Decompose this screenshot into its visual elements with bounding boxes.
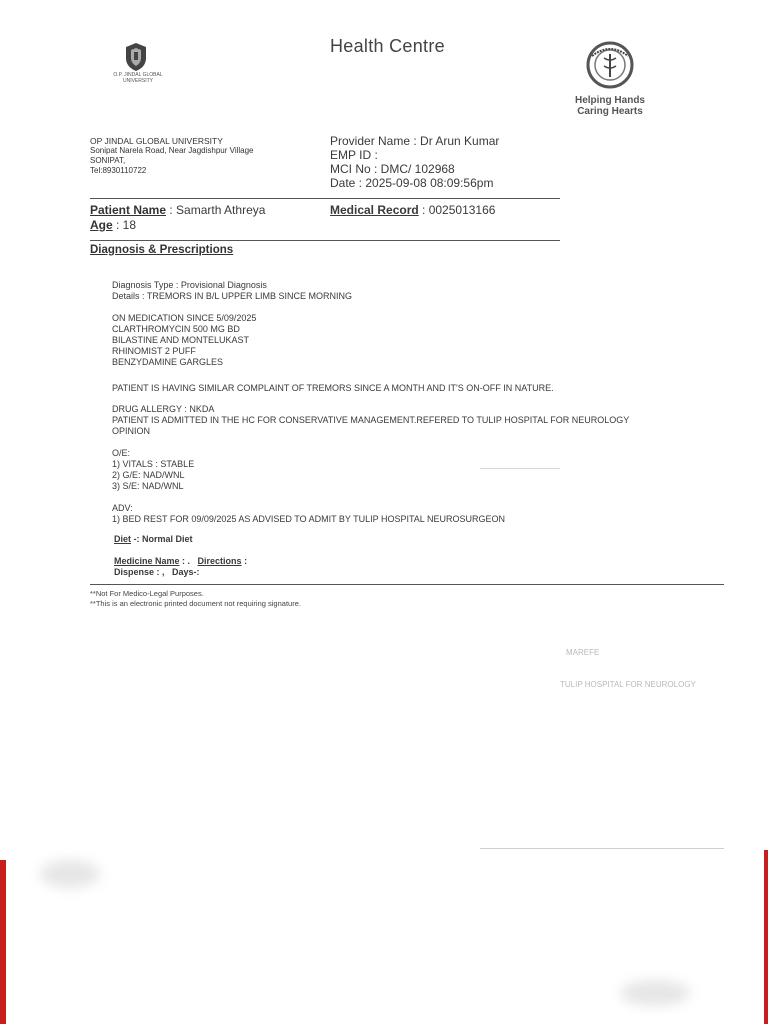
advice-heading: ADV: [112,503,133,513]
scan-edge-right [764,850,768,1024]
medical-record-label: Medical Record [330,203,419,217]
patient-name: : Samarth Athreya [166,203,266,217]
diet-value: -: Normal Diet [131,534,193,544]
medical-record-number: : 0025013166 [418,203,496,217]
exam-line: 3) S/E: NAD/WNL [112,481,184,491]
medication-line: BENZYDAMINE GARGLES [112,357,224,367]
address-line: Sonipat Narela Road, Near Jagdishpur Village [90,146,254,155]
caduceus-seal-icon [582,40,638,92]
emp-id: EMP ID : [330,148,378,162]
bleed-through-text: TULIP HOSPITAL FOR NEUROLOGY [560,680,696,689]
directions-label: Directions [197,556,242,566]
divider [90,240,560,241]
tagline-line: Caring Hearts [577,106,643,117]
section-title: Diagnosis & Prescriptions [90,244,234,256]
drug-allergy: DRUG ALLERGY : NKDA [112,404,215,414]
institution-name: OP JINDAL GLOBAL UNIVERSITY [90,136,223,146]
footer-note: **Not For Medico-Legal Purposes. [90,589,204,598]
medicine-name: : . [179,556,191,566]
medicine-row [114,556,247,567]
medication-line: ON MEDICATION SINCE 5/09/2025 [112,313,257,323]
scan-smudge [620,980,690,1006]
advice-block [112,503,712,525]
diet [114,534,193,544]
bleed-through-text: MAREFE [566,648,600,657]
exam-line: 1) VITALS : STABLE [112,459,195,469]
footer-notes [90,589,301,609]
mci-number: MCI No : DMC/ 102968 [330,162,455,176]
medication-line: RHINOMIST 2 PUFF [112,346,196,356]
admission-note: OPINION [112,426,151,436]
scan-smudge [40,860,100,888]
patient-age-label: Age [90,218,113,232]
complaint: PATIENT IS HAVING SIMILAR COMPLAINT OF TREMORS SINCE A MONTH AND IT'S ON-OFF IN NATURE. [112,383,554,393]
crest-icon [122,42,150,72]
diagnosis-details: Details : TREMORS IN B/L UPPER LIMB SINCE MORNING [112,291,353,301]
medication-line: CLARTHROMYCIN 500 MG BD [112,324,240,334]
diet-label: Diet [114,534,132,544]
dispense: Dispense : , [114,567,165,577]
patient-age-row [90,218,265,233]
days: Days-: [172,567,200,577]
provider-name: Provider Name : Dr Arun Kumar [330,134,500,148]
footer-note: **This is an electronic printed document not requiring signature. [90,599,301,608]
bleed-through-line [480,848,724,849]
medicine-name-label: Medicine Name [114,556,180,566]
tagline-line: Helping Hands [574,95,645,106]
directions-value: : [241,556,248,566]
patient-name-label: Patient Name [90,203,167,217]
university-logo [98,40,178,98]
telephone: Tel:8930110722 [90,166,147,175]
patient-age: : 18 [112,218,137,232]
allergy-block [112,404,712,437]
exam-line: 2) G/E: NAD/WNL [112,470,185,480]
medication-line: BILASTINE AND MONTELUKAST [112,335,250,345]
diagnosis-block [112,280,712,302]
medication-block [112,313,712,368]
advice-line: 1) BED REST FOR 09/09/2025 AS ADVISED TO ADMIT BY TULIP HOSPITAL NEUROSURGEON [112,514,505,524]
page-title: Health Centre [330,36,445,56]
patient-name-row [90,203,265,218]
tagline [560,95,660,117]
provider-info [330,134,499,190]
divider [90,584,724,585]
scan-edge-left [0,860,6,1024]
divider [90,198,560,199]
institution-address [90,136,254,176]
medical-record [330,203,495,217]
exam-line: O/E: [112,448,131,458]
patient-info [90,203,265,233]
date-time: Date : 2025-09-08 08:09:56pm [330,176,494,190]
university-logo-text: O.P. JINDAL GLOBAL UNIVERSITY [113,72,163,84]
bleed-through-line [480,468,560,469]
health-centre-logo [582,40,638,92]
medicine-block [114,556,247,578]
address-line: SONIPAT, [90,156,126,165]
diagnosis-type: Diagnosis Type : Provisional Diagnosis [112,280,267,290]
dispense-row [114,567,247,578]
exam-block [112,448,712,492]
admission-note: PATIENT IS ADMITTED IN THE HC FOR CONSERVATIVE MANAGEMENT.REFERED TO TULIP HOSPITAL FOR NEUROLOGY [112,415,630,425]
